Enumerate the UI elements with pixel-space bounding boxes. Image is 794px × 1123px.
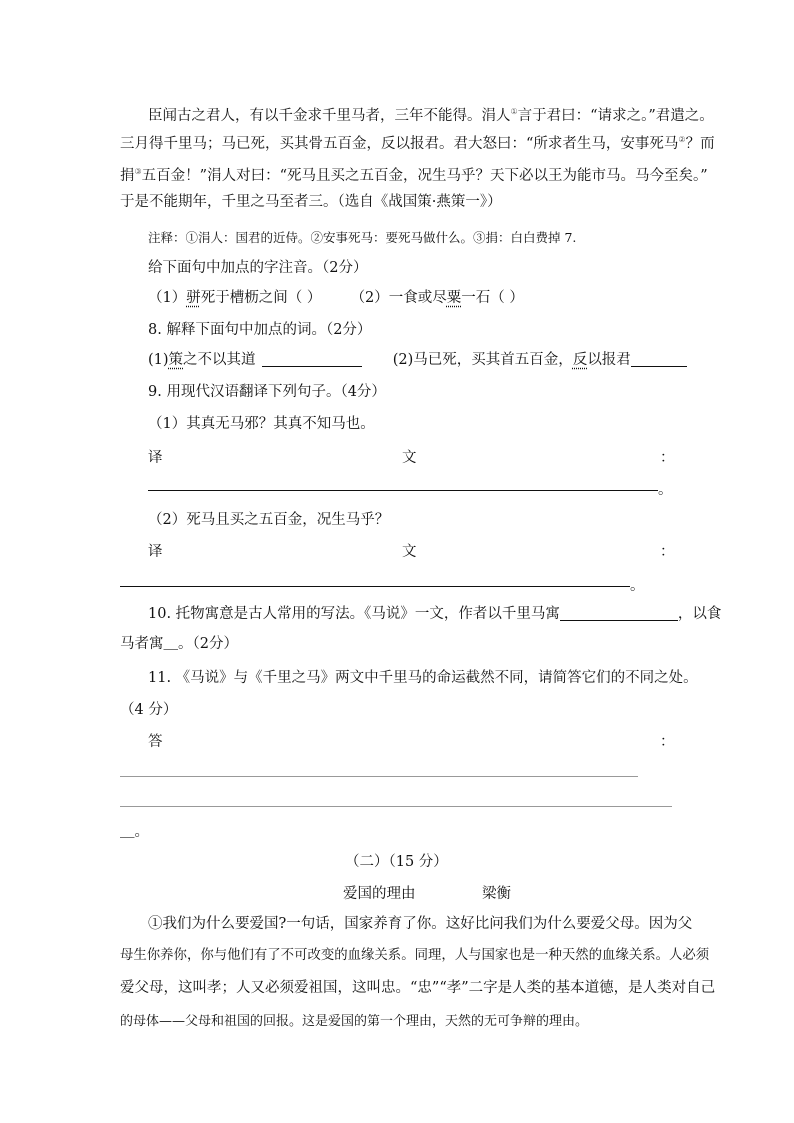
question-9-sentence-2: （2）死马且买之五百金，况生马乎？: [148, 512, 390, 528]
passage-text: 三月得千里马；马已死，买其骨五百金，反以报君。君大怒曰：“所求者生马，安事死马: [120, 135, 679, 152]
item-number: (1): [148, 352, 169, 368]
translation-label: 文: [402, 450, 417, 466]
dotted-char: 骈: [186, 290, 201, 306]
footnote-marker: ①: [510, 107, 518, 116]
translation-label: 译: [148, 450, 163, 466]
question-8-items: [148, 350, 687, 370]
colon: ：: [660, 734, 675, 750]
question-10-line-1: [148, 604, 721, 624]
item-text: （2）一食或尽: [350, 290, 447, 306]
answer-line[interactable]: [120, 776, 638, 777]
item-text: (2)马已死，买其首五百金，: [392, 352, 573, 368]
article-paragraph-line: 爱父母，这叫孝；人又必须爱祖国，这叫忠。“忠”“孝”二字是人类的基本道德，是人类对自己: [120, 980, 716, 996]
question-10-line-2: 马者寓＿。（2分）: [120, 636, 238, 652]
period: 。: [658, 482, 673, 498]
footnote-marker: ②: [678, 135, 686, 144]
section-header: （二）（15 分）: [345, 854, 448, 870]
article-title: 爱国的理由: [343, 886, 416, 902]
article-paragraph-line: 的母体——父母和祖国的回报。这是爱国的第一个理由，天然的无可争辩的理由。: [120, 1014, 589, 1029]
passage-text: 言于君曰：“请求之。”君遣之。: [517, 107, 714, 124]
article-author: 梁衡: [482, 886, 511, 902]
item-number: （1）: [148, 290, 187, 306]
item-text: 死于槽枥之间（ ）: [200, 290, 322, 306]
answer-label: 答: [148, 734, 163, 750]
question-11-line-1: 11. 《马说》与《千里之马》两文中千里马的命运截然不同，请简答它们的不同之处。: [148, 670, 698, 686]
article-paragraph-line: ①我们为什么要爱国?一句话，国家养育了你。这好比问我们为什么要爱父母。因为父: [148, 916, 693, 932]
annotation-notes: 注释：①涓人：国君的近侍。②安事死马：要死马做什么。③捐：白白费掉 7.: [148, 230, 577, 245]
item-text: 以报君: [587, 352, 631, 368]
item-text: 之不以其道: [183, 352, 256, 368]
passage-text: ？而: [685, 135, 715, 152]
colon: ：: [660, 544, 675, 560]
question-8-stem: 8. 解释下面句中加点的词。（2分）: [148, 322, 372, 338]
translation-label: 译: [148, 544, 163, 560]
dotted-char: 反: [572, 352, 588, 368]
dotted-char: 粟: [446, 290, 462, 306]
passage-text: 五百金！”涓人对曰：“死马且买之五百金，况生马乎？天下必以王为能市马。马今至矣。”: [141, 167, 708, 184]
item-text: 一石（ ）: [461, 290, 524, 306]
passage-text: 捐: [120, 167, 135, 184]
question-11-line-2: （4 分）: [120, 702, 178, 718]
passage-line-3: [120, 162, 708, 186]
period: 。: [630, 578, 645, 594]
answer-line[interactable]: [120, 806, 672, 807]
translation-label: 文: [402, 544, 417, 560]
dotted-char: 策: [168, 352, 184, 368]
answer-blank[interactable]: [262, 352, 362, 367]
colon: ：: [660, 450, 675, 466]
answer-end: ＿。: [120, 824, 149, 840]
question-text: ，以食: [677, 606, 722, 622]
question-7-stem: 给下面句中加点的字注音。（2分）: [148, 260, 368, 276]
passage-text: 臣闻古之君人，有以千金求千里马者，三年不能得。涓人: [148, 107, 511, 124]
question-9-stem: 9. 用现代汉语翻译下列句子。（4分）: [148, 384, 386, 400]
answer-line[interactable]: [148, 490, 658, 491]
article-paragraph-line: 母生你养你，你与他们有了不可改变的血缘关系。同理，人与国家也是一种天然的血缘关系。人必须: [120, 948, 710, 963]
answer-blank[interactable]: [631, 352, 687, 367]
answer-blank[interactable]: [560, 606, 678, 621]
passage-line-4: 于是不能期年，千里之马至者三。（选自《战国策·燕策一》）: [120, 194, 502, 210]
question-7-items: [148, 288, 524, 308]
passage-line-2: [120, 130, 715, 154]
answer-line[interactable]: [120, 586, 630, 587]
footnote-marker: ③: [134, 167, 142, 176]
question-text: 10. 托物寓意是古人常用的写法。《马说》一文，作者以千里马寓: [148, 606, 560, 622]
passage-line-1: [148, 102, 714, 126]
question-9-sentence-1: （1）其真无马邪？其真不知马也。: [148, 416, 375, 432]
